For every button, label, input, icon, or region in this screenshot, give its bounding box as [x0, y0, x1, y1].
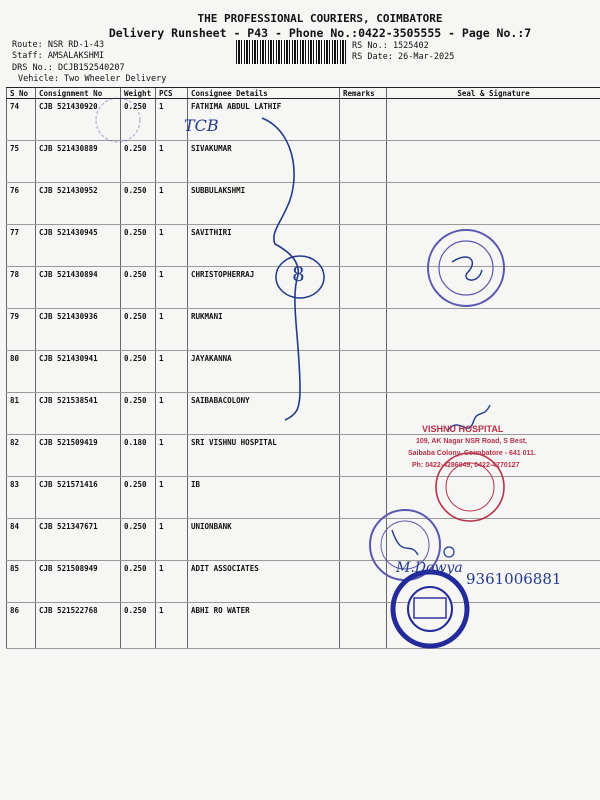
row-pcs: 1: [156, 183, 188, 225]
row-sno: 83: [7, 477, 36, 519]
row-weight: 0.250: [121, 561, 156, 603]
hospital-stamp-address-1: 109, AK Nagar NSR Road, S Best,: [416, 438, 527, 445]
row-consignee: SAVITHIRI: [188, 225, 340, 267]
drs-label: DRS No.: DCJB152540207: [12, 63, 125, 73]
row-pcs: 1: [156, 561, 188, 603]
col-header-consignment: Consignment No: [36, 88, 121, 99]
row-consignment-no: CJB 521430941: [36, 351, 121, 393]
row-weight: 0.250: [121, 519, 156, 561]
row-weight: 0.250: [121, 267, 156, 309]
row-consignee: CHRISTOPHERRAJ: [188, 267, 340, 309]
row-sno: 86: [7, 603, 36, 649]
row-consignee: IB: [188, 477, 340, 519]
bank-seal-stamp: [428, 230, 504, 306]
row-pcs: 1: [156, 435, 188, 477]
col-header-consignee: Consignee Details: [188, 88, 340, 99]
row-pcs: 1: [156, 99, 188, 141]
vehicle-label: Vehicle: Two Wheeler Delivery: [18, 74, 167, 84]
row-weight: 0.250: [121, 99, 156, 141]
row-consignment-no: CJB 521509419: [36, 435, 121, 477]
row-pcs: 1: [156, 267, 188, 309]
row-sno: 85: [7, 561, 36, 603]
row-sno: 80: [7, 351, 36, 393]
staff-label: Staff: AMSALAKSHMI: [12, 51, 105, 61]
row-pcs: 1: [156, 477, 188, 519]
small-handwritten-circle: [444, 547, 454, 557]
row-sno: 82: [7, 435, 36, 477]
row-consignee: SIVAKUMAR: [188, 141, 340, 183]
row-pcs: 1: [156, 351, 188, 393]
row-consignee: SRI VISHNU HOSPITAL: [188, 435, 340, 477]
row-weight: 0.250: [121, 393, 156, 435]
row-weight: 0.250: [121, 183, 156, 225]
row-pcs: 1: [156, 141, 188, 183]
row-weight: 0.250: [121, 141, 156, 183]
row-weight: 0.250: [121, 351, 156, 393]
row-consignee: JAYAKANNA: [188, 351, 340, 393]
row-consignment-no: CJB 521430945: [36, 225, 121, 267]
runsheet-subtitle: Delivery Runsheet - P43 - Phone No.:0422-3505555 - Page No.:7: [108, 26, 532, 40]
row-weight: 0.250: [121, 477, 156, 519]
row-consignment-no: CJB 521571416: [36, 477, 121, 519]
row-weight: 0.250: [121, 225, 156, 267]
row-consignment-no: CJB 521430952: [36, 183, 121, 225]
handwritten-phone: 9361006881: [466, 570, 562, 588]
row-consignee: FATHIMA ABDUL LATHIF: [188, 99, 340, 141]
route-label: Route: NSR RD-1-43: [12, 40, 105, 50]
faint-stamp-row74: [96, 98, 140, 142]
hospital-stamp-address-2: Saibaba Colony, Coimbatore - 641 011.: [408, 450, 536, 457]
rs-number: RS No.: 1525402: [352, 41, 429, 51]
handwritten-tcb: TCB: [184, 116, 219, 135]
row-sno: 81: [7, 393, 36, 435]
row-consignee: ABHI RO WATER: [188, 603, 340, 649]
hospital-stamp-name: VISHNU HOSPITAL: [422, 424, 504, 434]
row-pcs: 1: [156, 603, 188, 649]
row-weight: 0.250: [121, 603, 156, 649]
row-consignment-no: CJB 521430936: [36, 309, 121, 351]
row-consignee: ADIT ASSOCIATES: [188, 561, 340, 603]
rs-date: RS Date: 26-Mar-2025: [352, 52, 455, 62]
row-sno: 77: [7, 225, 36, 267]
col-header-remarks: Remarks: [340, 88, 387, 99]
row-consignee: RUKMANI: [188, 309, 340, 351]
col-header-sno: S No: [7, 88, 36, 99]
row-sno: 75: [7, 141, 36, 183]
handwritten-name: M.Dowya: [396, 560, 463, 576]
row-pcs: 1: [156, 309, 188, 351]
row-weight: 0.180: [121, 435, 156, 477]
col-header-weight: Weight: [121, 88, 156, 99]
row-sno: 84: [7, 519, 36, 561]
row-sno: 79: [7, 309, 36, 351]
row-sno: 76: [7, 183, 36, 225]
row-sno: 78: [7, 267, 36, 309]
row-consignment-no: CJB 521347671: [36, 519, 121, 561]
purifier-seal-stamp: [393, 572, 467, 646]
row-weight: 0.250: [121, 309, 156, 351]
col-header-pcs: PCS: [156, 88, 188, 99]
row-pcs: 1: [156, 225, 188, 267]
row-consignment-no: CJB 521430894: [36, 267, 121, 309]
row-consignee: SUBBULAKSHMI: [188, 183, 340, 225]
row-consignment-no: CJB 521522768: [36, 603, 121, 649]
row-consignment-no: CJB 521430889: [36, 141, 121, 183]
row-pcs: 1: [156, 393, 188, 435]
row-consignee: SAIBABACOLONY: [188, 393, 340, 435]
row-consignment-no: CJB 521430920: [36, 99, 121, 141]
row-consignee: UNIONBANK: [188, 519, 340, 561]
col-header-seal: Seal & Signature: [387, 88, 600, 99]
company-title: THE PROFESSIONAL COURIERS, COIMBATORE: [197, 12, 443, 25]
handwritten-count: 8: [292, 262, 305, 286]
row-consignment-no: CJB 521538541: [36, 393, 121, 435]
hospital-stamp-phone: Ph: 0422-4286049, 0422-4270127: [412, 462, 520, 469]
row-pcs: 1: [156, 519, 188, 561]
row-sno: 74: [7, 99, 36, 141]
row-consignment-no: CJB 521508949: [36, 561, 121, 603]
